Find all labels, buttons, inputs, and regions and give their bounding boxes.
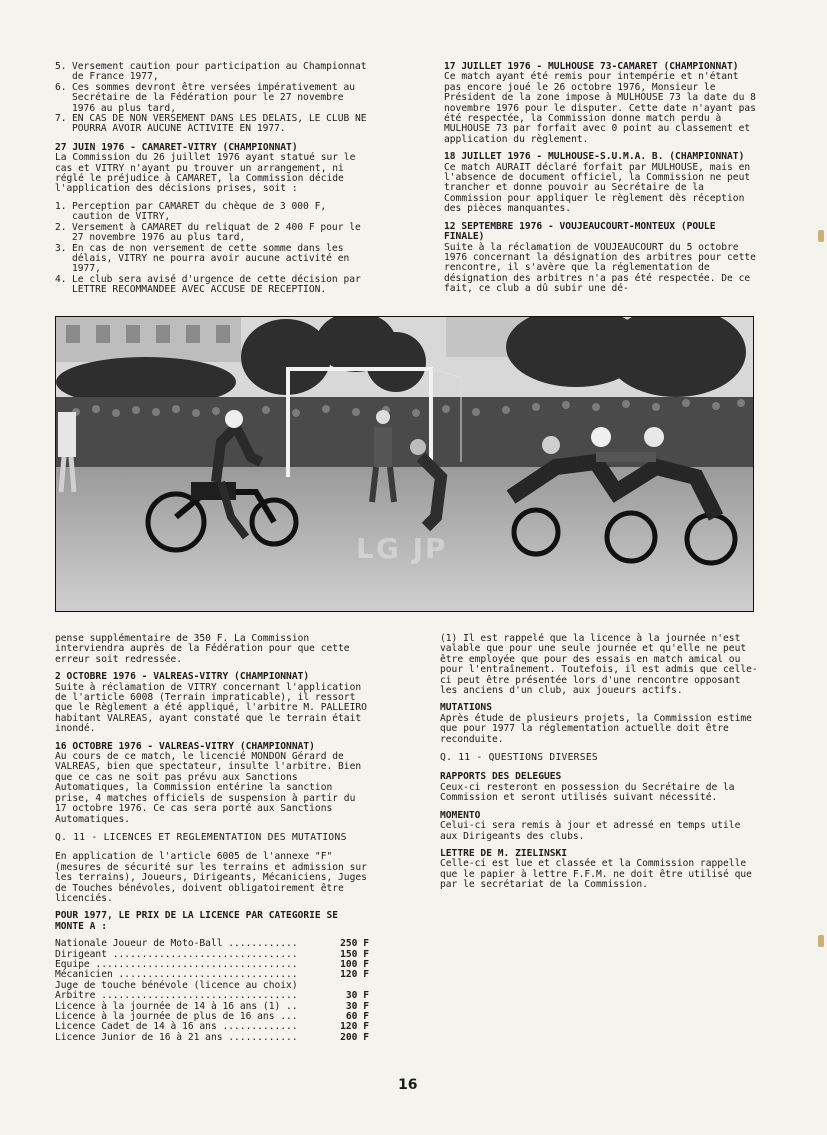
mutations-heading: MUTATIONS [440, 702, 492, 714]
price-row: Juge de touche bénévole (licence au choix) [55, 979, 298, 991]
mutations-text: Après étude de plusieurs projets, la Commission estime que pour 1977 la réglementation actuelle doit être reconduite. [440, 712, 752, 745]
lettre-text: Celle-ci est lue et classée et la Commission rappelle que le papier à lettre F.F.M. ne doit être utilisé que par le secrétariat de la Commission. [440, 858, 752, 891]
price-row: Equipe ................................... 100 F [55, 958, 369, 970]
right-bottom-column [440, 634, 758, 898]
price-row: Licence Cadet de 14 à 16 ans ............. 120 F [55, 1021, 369, 1033]
list-item: 4. Le club sera avisé d'urgence de cette décision par LETTRE RECOMMANDEE AVEC ACCUSE DE RECEPTION. [55, 273, 361, 296]
voujeaucourt-continuation: pense supplémentaire de 350 F. La Commission interviendra auprès de la Fédération pour que cette erreur soit redressée. [55, 633, 350, 665]
motoball-photo [55, 316, 754, 612]
price-row: Dirigeant ................................ 150 F [55, 948, 369, 960]
voujeaucourt-text: Suite à la réclamation de VOUJEAUCOURT du 5 octobre 1976 concernant la désignation des arbitres pour cette rencontre, il s'avère que la réglementation de désignation des arbitres n'a pas été respectée. De ce fait, ce club a dû subir une dé- [444, 241, 756, 295]
camaret-decisions-list [55, 202, 367, 296]
licences-text: En application de l'article 6005 de l'annexe "F" (mesures de sécurité sur les terrains et admission sur les terrains), Joueurs, Dirigeants, Mécaniciens, Juges de Touches bénévoles, doivent obligatoirement être licenciés. [55, 851, 367, 904]
list-item: 5. Versement caution pour participation au Championnat de France 1977, [55, 61, 367, 83]
photo-watermark: LG JP [356, 532, 448, 565]
list-item: 6. Ces sommes devront être versées impérativement au Secrétaire de la Fédération pour le 27 novembre 1976 au plus tard, [55, 81, 356, 114]
list-item: 1. Perception par CAMARET du chèque de 3 000 F, caution de VITRY, [55, 200, 327, 223]
page-number: 16 [398, 1077, 418, 1093]
mulhouse-suma-heading: 18 JUILLET 1976 - MULHOUSE-S.U.M.A. B. (CHAMPIONNAT) [444, 151, 745, 163]
rapports-text: Ceux-ci resteront en possession du Secrétaire de la Commission et seront utilisés suivant nécessité. [440, 781, 735, 804]
motoball-photo-illustration [56, 317, 753, 611]
rapports-heading: RAPPORTS DES DELEGUES [440, 771, 562, 783]
price-row: Licence Junior de 16 à 21 ans ............ 200 F [55, 1031, 369, 1043]
licence-journee-note: (1) Il est rappelé que la licence à la journée n'est valable que pour une seule journée et qu'elle ne peut être employée que pour des essais en match amical ou pour l'entraînement. Toutefois, il est admis que celle-ci peut être présentée lors d'une rencontre opposant les anciens d'un club, aux joueurs actifs. [440, 633, 758, 697]
valreas-vitry-2-text: Au cours de ce match, le licencié MONDON Gérard de VALREAS, bien que spectateur, insulte l'arbitre. Bien que ce cas ne soit pas prévu aux Sanctions Automatiques, la Commission entérine la sanction prise, 4 matches officiels de suspension à partir du 17 octobre 1976. Ce cas sera porté aux Sanctions Automatiques. [55, 751, 362, 825]
list-item: 3. En cas de non versement de cette somme dans les délais, VITRY ne pourra avoir aucune activité en 1977, [55, 242, 350, 275]
momento-text: Celui-ci sera remis à jour et adressé en temps utile aux Dirigeants des clubs. [440, 820, 741, 842]
list-item: 2. Versement à CAMARET du reliquat de 2 400 F pour le 27 novembre 1976 au plus tard, [55, 221, 361, 244]
voujeaucourt-heading: 12 SEPTEMBRE 1976 - VOUJEAUCOURT-MONTEUX (POULE FINALE) [444, 220, 716, 243]
licences-section-heading: Q. 11 - LICENCES ET REGLEMENTATION DES MUTATIONS [55, 831, 347, 843]
price-row: Licence à la journée de plus de 16 ans ... 60 F [55, 1011, 369, 1022]
licence-prices-heading: POUR 1977, LE PRIX DE LA LICENCE PAR CATEGORIE SE MONTE A : [55, 910, 339, 932]
questions-diverses-heading: Q. 11 - QUESTIONS DIVERSES [440, 752, 598, 764]
price-row: Licence à la journée de 14 à 16 ans (1) .. 30 F [55, 1000, 369, 1012]
price-row: Arbitre .................................. 30 F [55, 990, 369, 1002]
right-top-column [444, 62, 760, 302]
mulhouse-camaret-text: Ce match ayant été remis pour intempérie et n'étant pas encore joué le 26 octobre 1976, Monsieur le Président de la zone impose à MULHOUSE 73 la date du 8 novembre 1976 pour le disputer. Cette date n'ayant pas été respectée, la Commission donne match perdu à MULHOUSE 73 par forfait avec 0 point au classement et application du règlement. [444, 71, 756, 145]
valreas-vitry-2-heading: 16 OCTOBRE 1976 - VALREAS-VITRY (CHAMPIONNAT) [55, 740, 315, 752]
camaret-intro: La Commission du 26 juillet 1976 ayant statué sur le cas et VITRY n'ayant pu trouver un arrangement, ni réglé le préjudice à CAMARET, la Commission décide l'application des décisions prises, soit : [55, 152, 356, 195]
left-bottom-column [55, 634, 369, 1043]
staple-mark [818, 935, 824, 947]
left-top-column [55, 62, 367, 296]
lettre-heading: LETTRE DE M. ZIELINSKI [440, 847, 568, 859]
valreas-vitry-1-heading: 2 OCTOBRE 1976 - VALREAS-VITRY (CHAMPIONNAT) [55, 671, 310, 683]
price-row: Mécanicien ............................... 120 F [55, 969, 369, 981]
mulhouse-camaret-heading: 17 JUILLET 1976 - MULHOUSE 73-CAMARET (CHAMPIONNAT) [444, 61, 739, 72]
numbered-list-5-7 [55, 62, 367, 135]
licence-price-list [55, 939, 369, 1043]
price-row: Nationale Joueur de Moto-Ball ............ 250 F [55, 938, 369, 950]
list-item: 7. EN CAS DE NON VERSEMENT DANS LES DELAIS, LE CLUB NE POURRA AVOIR AUCUNE ACTIVITE EN 1977. [55, 113, 367, 135]
valreas-vitry-1-text: Suite à réclamation de VITRY concernant l'application de l'article 6008 (Terrain impraticable), il ressort que le Règlement a été appliqué, l'arbitre M. PALLEIRO habitant VALREAS, ayant constaté que le terrain était inondé. [55, 681, 367, 735]
staple-mark [818, 230, 824, 242]
mulhouse-suma-text: Ce match AURAIT déclaré forfait par MULHOUSE, mais en l'absence de document officiel, la Commission ne peut trancher et donne pouvoir au Secrétaire de la Commission pour appliquer le règlement dès réception des pièces manquantes. [444, 161, 751, 215]
camaret-heading: 27 JUIN 1976 - CAMARET-VITRY (CHAMPIONNAT) [55, 141, 298, 153]
momento-heading: MOMENTO [440, 809, 481, 821]
